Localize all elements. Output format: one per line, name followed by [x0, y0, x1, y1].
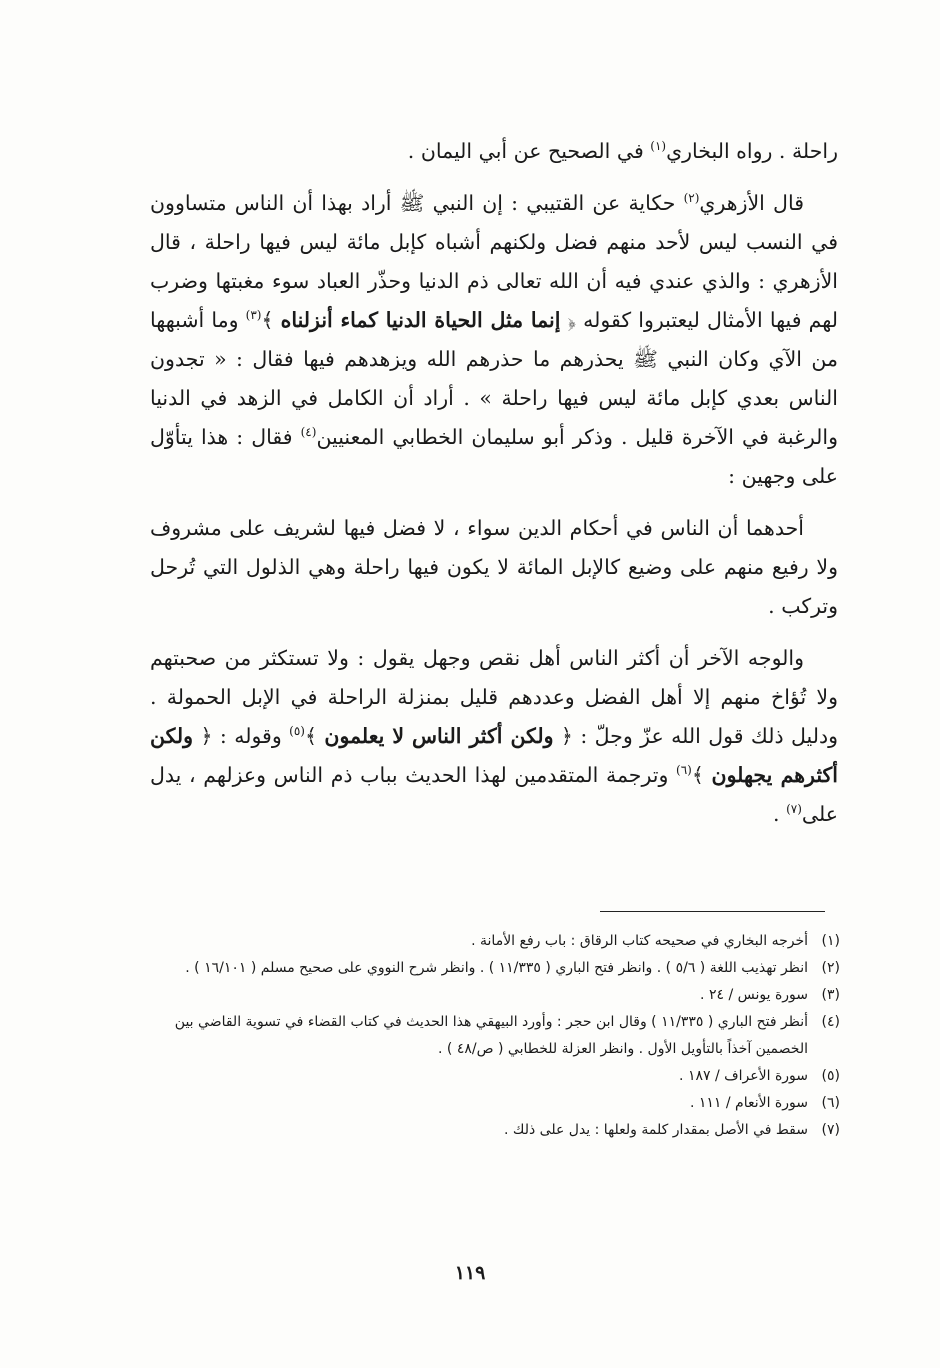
- footnote-number: (٢): [821, 960, 840, 976]
- footnote-item: [140, 1063, 840, 1090]
- footnote-text: سورة الأعراف / ١٨٧ .: [679, 1068, 808, 1084]
- footnote-ref-7[interactable]: (٧): [786, 802, 802, 817]
- quran-quote-araf: ولكن أكثر الناس لا يعلمون: [324, 724, 554, 748]
- footnote-number: (٦): [821, 1095, 840, 1111]
- footnote-text: سورة الأنعام / ١١١ .: [689, 1095, 808, 1111]
- footnote-text: انظر تهذيب اللغة ( ٥/٦ ) . وانظر فتح الباري ( ١١/٣٣٥ ) . وانظر شرح النووي على صحيح مسلم ( ١٦/١٠١ ) .: [185, 960, 808, 976]
- quran-quote-anam: ولكن أكثرهم يجهلون: [150, 724, 838, 787]
- footnote-text: أخرجه البخاري في صحيحه كتاب الرقاق : باب رفع الأمانة .: [471, 933, 808, 949]
- footnote-item: [140, 928, 840, 955]
- footnote-ref-3[interactable]: (٣): [245, 308, 262, 323]
- page-number: ١١٩: [454, 1262, 486, 1284]
- quran-quote-yunus: إنما مثل الحياة الدنيا كماء أنزلناه: [280, 308, 561, 332]
- footnote-text: سورة يونس / ٢٤ .: [700, 987, 808, 1003]
- footnotes-list: [140, 928, 840, 1144]
- footnote-ref-2[interactable]: (٢): [683, 191, 700, 206]
- footnote-item: [140, 955, 840, 982]
- footnote-ref-1[interactable]: (١): [650, 139, 667, 154]
- footnote-number: (٣): [821, 987, 840, 1003]
- footnote-text: سقط في الأصل بمقدار كلمة ولعلها : يدل على ذلك .: [504, 1122, 808, 1138]
- opening-line: راحلة . رواه البخاري$^{(١)}$ في الصحيح عن أبي اليمان .: [407, 139, 838, 163]
- footnote-item: [140, 1117, 840, 1144]
- footnote-number: (٤): [821, 1014, 840, 1030]
- footnote-item: [140, 1009, 840, 1063]
- paragraph-first-aspect: أحدهما أن الناس في أحكام الدين سواء ، لا فضل فيها لشريف على مشروف ولا رفيع منهم على وضيع كالإبل المائة لا يكون فيها راحلة وهي الذلول التي تُرحل وتركب .: [150, 516, 838, 618]
- footnote-item: [140, 982, 840, 1009]
- footnote-number: (١): [821, 933, 840, 949]
- footnote-item: [140, 1090, 840, 1117]
- footnote-separator: [600, 911, 825, 912]
- footnote-ref-6[interactable]: (٦): [676, 763, 692, 778]
- footnote-number: (٥): [821, 1068, 840, 1084]
- main-text: [150, 132, 838, 834]
- footnote-ref-4[interactable]: (٤): [300, 425, 317, 440]
- footnote-number: (٧): [821, 1122, 840, 1138]
- footnote-text: أنظر فتح الباري ( ١١/٣٣٥ ) وقال ابن حجر : وأورد البيهقي هذا الحديث في كتاب القضاء في تسوية القاضي بين الخصمين آخذاً بالتأويل الأول . وانظر العزلة للخطابي ( ص/٤٨ ) .: [174, 1014, 808, 1057]
- footnote-ref-5[interactable]: (٥): [289, 724, 305, 739]
- paragraph-second-aspect: والوجه الآخر أن أكثر الناس أهل نقص وجهل يقول : ولا تستكثر من صحبتهم ولا تُؤاخ منهم إلا أهل الفضل وعددهم قليل بمنزلة الراحلة في الإبل الحمولة . ودليل ذلك قول الله عزّ وجلّ : ﴿ ولكن أكثر الناس لا يعلمون ﴾$^{(٥)}$ وقوله : ﴿ ولكن أكثرهم يجهلون ﴾$^{(٦)}$ وترجمة المتقدمين لهذا الحديث بباب ذم الناس وعزلهم ، يدل على$^{(٧)}$ .: [150, 646, 838, 826]
- paragraph-azhari: قال الأزهري$^{(٢)}$ حكاية عن القتيبي : إن النبي ﷺ أراد بهذا أن الناس متساوون في النسب ليس لأحد منهم فضل ولكنهم أشباه كإبل مائة ليس فيها راحلة ، قال الأزهري : والذي عندي فيه أن الله تعالى ذم الدنيا وحذّر العباد سوء مغبتها وضرب لهم فيها الأمثال ليعتبروا كقوله ﴿ إنما مثل الحياة الدنيا كماء أنزلناه ﴾$^{(٣)}$ وما أشبهها من الآي وكان النبي ﷺ يحذرهم ما حذرهم الله ويزهدهم فيها فقال : « تجدون الناس بعدي كإبل مائة ليس فيها راحلة » . أراد أن الكامل في الزهد في الدنيا والرغبة في الآخرة قليل . وذكر أبو سليمان الخطابي المعنيين$^{(٤)}$ فقال : هذا يتأوّل على وجهين :: [150, 191, 838, 488]
